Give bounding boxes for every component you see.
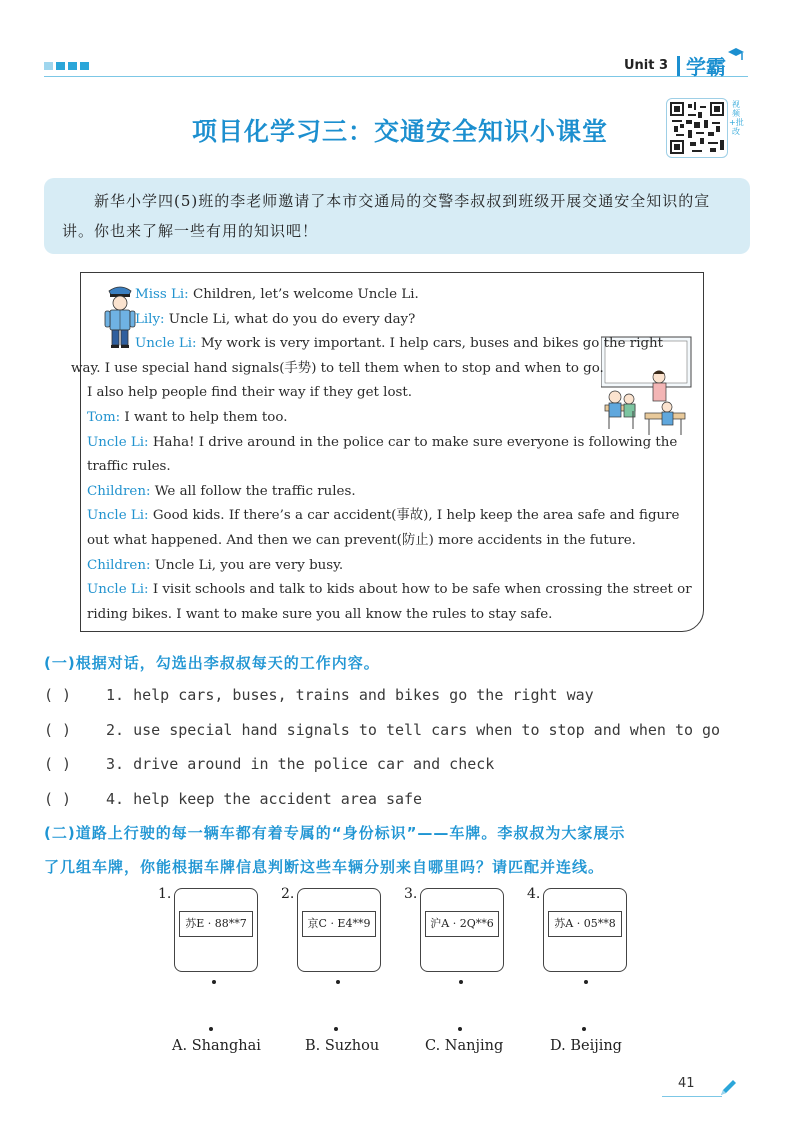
license-plate-card: [158, 886, 266, 974]
plate-frame: [297, 888, 381, 972]
plate-text: 苏E · 88**7: [179, 911, 253, 937]
dialogue-line: Tom: I want to help them too.: [87, 409, 288, 425]
dialogue-text: [71, 283, 692, 627]
dialogue-line: Uncle Li: My work is very important. I help cars, buses and bikes go the right: [135, 336, 664, 352]
checklist-item[interactable]: [44, 686, 594, 704]
footer-rule: [662, 1096, 722, 1097]
dialogue-box: [71, 272, 704, 632]
logo-divider: [677, 56, 680, 76]
plate-connect-dot[interactable]: [459, 980, 463, 984]
qr-code[interactable]: [666, 98, 728, 158]
plate-number-label: 1.: [158, 886, 172, 902]
place-connect-dot[interactable]: [582, 1027, 586, 1031]
plate-connect-dot[interactable]: [584, 980, 588, 984]
dialogue-line: traffic rules.: [87, 459, 171, 475]
dialogue-line: riding bikes. I want to make sure you all know the rules to stay safe.: [87, 606, 553, 622]
place-option: B. Suzhou: [305, 1038, 380, 1054]
section-2-title-cont: 了几组车牌，你能根据车牌信息判断这些车辆分别来自哪里吗？请匹配并连线。: [44, 858, 605, 876]
plate-text: 京C · E4**9: [302, 911, 376, 937]
checklist-item-text: 4. help keep the accident area safe: [106, 790, 423, 808]
dialogue-line: I also help people find their way if they get lost.: [87, 385, 413, 401]
plate-frame: [174, 888, 258, 972]
dialogue-line: Uncle Li: I visit schools and talk to kids about how to be safe when crossing the street or: [87, 582, 692, 598]
page-number: 41: [678, 1076, 695, 1091]
answer-bracket[interactable]: ( ): [44, 721, 72, 739]
place-connect-dot[interactable]: [334, 1027, 338, 1031]
place-option: C. Nanjing: [425, 1038, 504, 1054]
section-2-title: (二)道路上行驶的每一辆车都有着专属的“身份标识”——车牌。李叔叔为大家展示: [44, 824, 626, 842]
plate-connect-dot[interactable]: [336, 980, 340, 984]
plate-text: 苏A · 05**8: [548, 911, 622, 937]
qr-side-label: 视频+批改: [729, 100, 744, 136]
plate-frame: [420, 888, 504, 972]
dialogue-line: Uncle Li: Haha! I drive around in the police car to make sure everyone is following the: [87, 434, 678, 450]
dialogue-line: out what happened. And then we can prevent(防止) more accidents in the future.: [87, 532, 636, 548]
place-option: A. Shanghai: [172, 1038, 261, 1054]
checklist-item-text: 1. help cars, buses, trains and bikes go the right way: [106, 686, 594, 704]
dialogue-line: Children: Uncle Li, you are very busy.: [87, 557, 344, 573]
answer-bracket[interactable]: ( ): [44, 686, 72, 704]
plate-frame: [543, 888, 627, 972]
license-plate-card: [404, 886, 512, 974]
dialogue-line: Miss Li: Children, let’s welcome Uncle Li.: [135, 287, 419, 302]
page-title: 项目化学习三：交通安全知识小课堂: [191, 117, 608, 146]
answer-bracket[interactable]: ( ): [44, 790, 72, 808]
intro-text: 新华小学四(5)班的李老师邀请了本市交通局的交警李叔叔到班级开展交通安全知识的宣讲。你也来了解一些有用的知识吧！: [62, 192, 711, 240]
place-connect-dot[interactable]: [209, 1027, 213, 1031]
unit-label: Unit 3: [624, 58, 669, 73]
plate-number-label: 4.: [527, 886, 541, 902]
plate-connect-dot[interactable]: [212, 980, 216, 984]
checklist-item[interactable]: [44, 790, 422, 808]
checklist-item[interactable]: [44, 755, 494, 773]
license-plate-card: [281, 886, 389, 974]
dialogue-line: Lily: Uncle Li, what do you do every day?: [135, 311, 416, 327]
plate-number-label: 3.: [404, 886, 418, 902]
header-rule: [44, 76, 748, 77]
checklist-item-text: 2. use special hand signals to tell cars when to stop and when to go: [106, 721, 721, 739]
section-1-title: (一)根据对话，勾选出李叔叔每天的工作内容。: [44, 654, 380, 672]
answer-bracket[interactable]: ( ): [44, 755, 72, 773]
brand-logo: 学霸: [686, 55, 726, 79]
pencil-icon: [718, 1078, 738, 1098]
plate-number-label: 2.: [281, 886, 295, 902]
dialogue-line: Children: We all follow the traffic rules.: [87, 483, 356, 499]
graduation-cap-icon: [728, 48, 744, 62]
plate-text: 沪A · 2Q**6: [425, 911, 499, 937]
place-option: D. Beijing: [550, 1038, 622, 1054]
intro-box: [44, 178, 750, 254]
checklist-item[interactable]: [44, 721, 720, 739]
header-decoration: [44, 62, 89, 70]
dialogue-line: Uncle Li: Good kids. If there’s a car accident(事故), I help keep the area safe and figure: [87, 508, 680, 524]
qr-code-icon: [670, 102, 724, 154]
checklist-item-text: 3. drive around in the police car and check: [106, 755, 495, 773]
license-plate-card: [527, 886, 635, 974]
dialogue-line: way. I use special hand signals(手势) to tell them when to stop and when to go.: [71, 360, 604, 376]
place-connect-dot[interactable]: [458, 1027, 462, 1031]
